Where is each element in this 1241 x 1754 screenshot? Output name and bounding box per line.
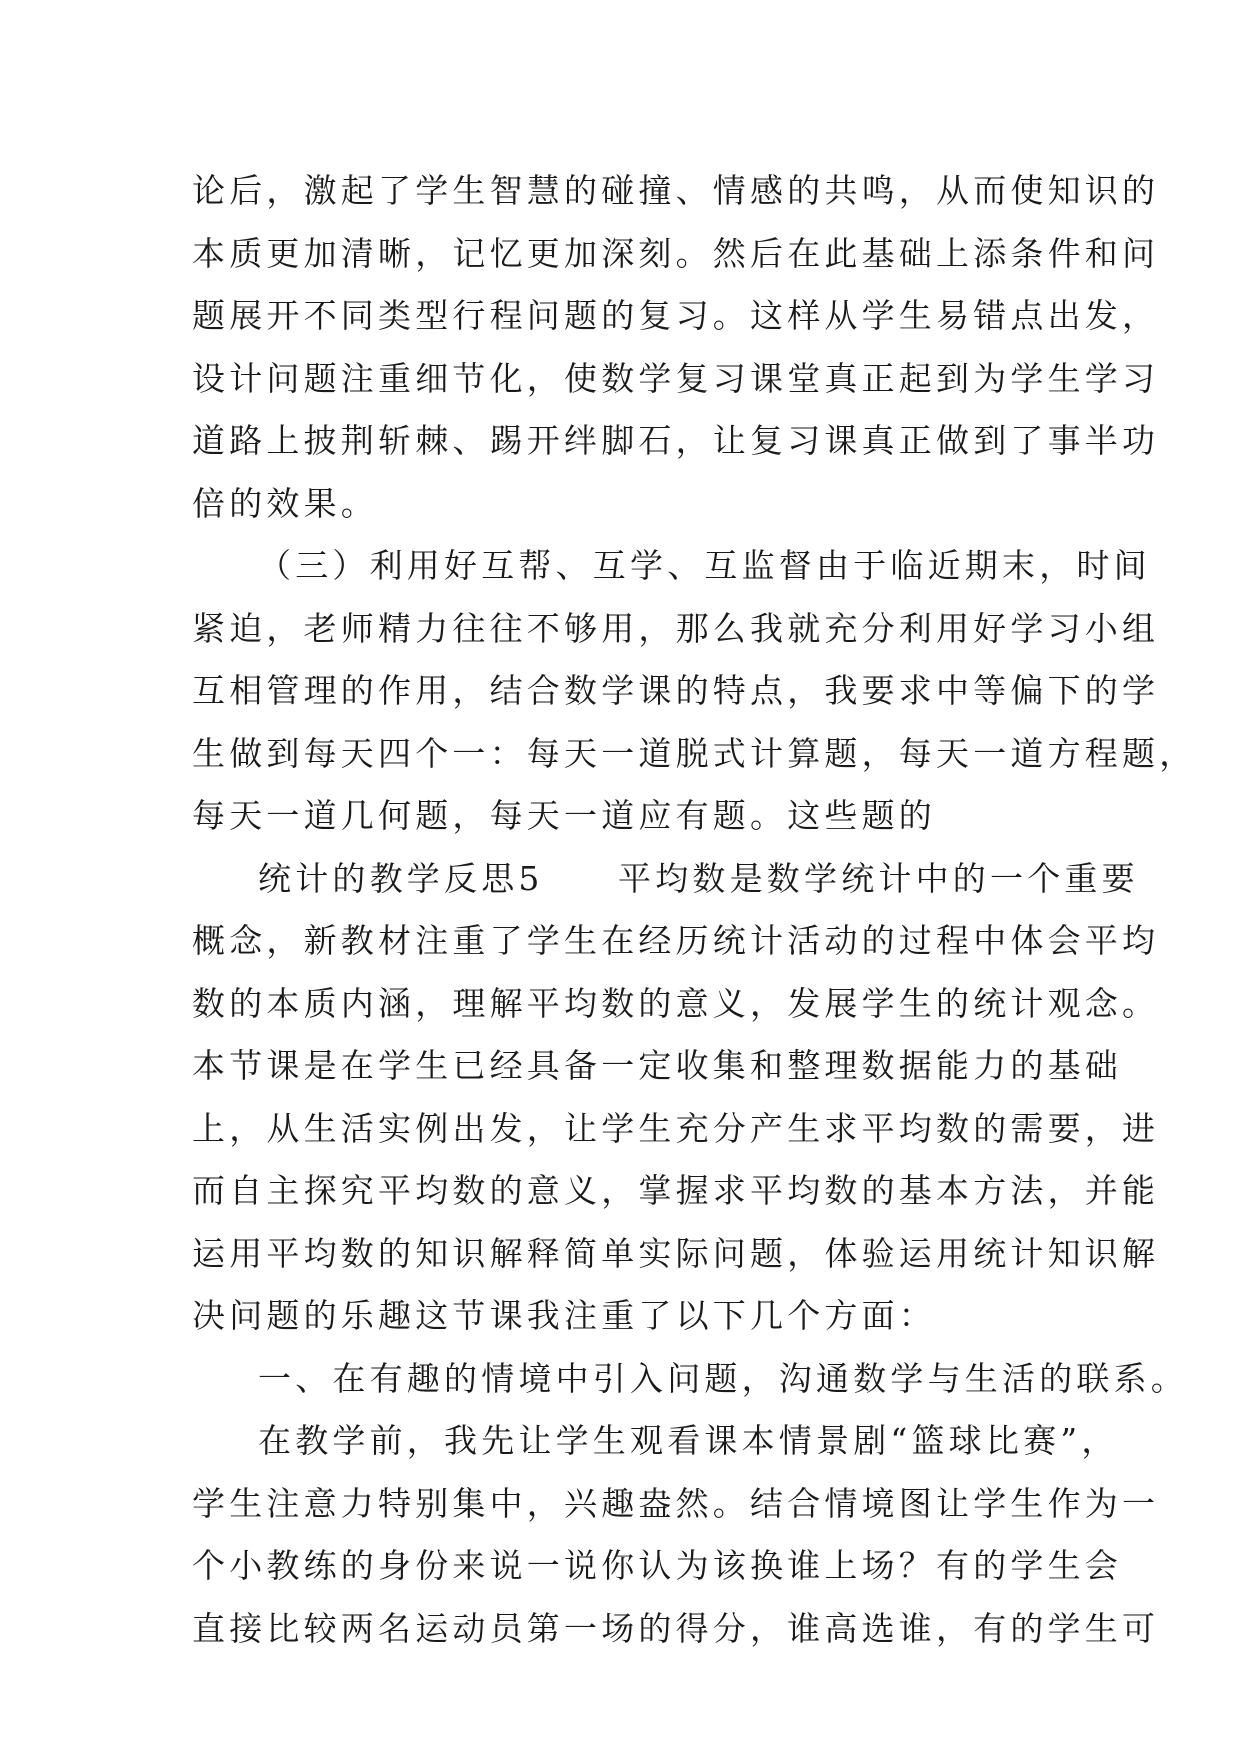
- text-line: 一、在有趣的情境中引入问题，沟通数学与生活的联系。: [258, 1358, 1188, 1398]
- text-line: 概念，新教材注重了学生在经历统计活动的过程中体会平均: [192, 921, 1160, 960]
- text-line: 紧迫，老师精力往往不够用，那么我就充分利用好学习小组: [192, 608, 1160, 648]
- text-line: 上，从生活实例出发，让学生充分产生求平均数的需要，进: [192, 1108, 1160, 1148]
- text-line: 互相管理的作用，结合数学课的特点，我要求中等偏下的学: [192, 671, 1160, 710]
- text-line: 而自主探究平均数的意义，掌握求平均数的基本方法，并能: [192, 1171, 1160, 1210]
- text-line: 论后，激起了学生智慧的碰撞、情感的共鸣，从而使知识的: [192, 171, 1160, 210]
- text-line: 本节课是在学生已经具备一定收集和整理数据能力的基础: [192, 1046, 1122, 1085]
- text-line: 在教学前，我先让学生观看课本情景剧“篮球比赛”，: [258, 1421, 1119, 1460]
- text-line: 学生注意力特别集中，兴趣盎然。结合情境图让学生作为一: [192, 1483, 1160, 1523]
- text-line: 数的本质内涵，理解平均数的意义，发展学生的统计观念。: [192, 983, 1160, 1023]
- document-body: [192, 160, 1197, 1660]
- text-line: 道路上披荆斩棘、踢开绊脚石，让复习课真正做到了事半功: [192, 421, 1160, 460]
- text-line: 个小教练的身份来说一说你认为该换谁上场？有的学生会: [192, 1546, 1122, 1585]
- text-line: 倍的效果。: [192, 483, 378, 523]
- text-line: 生做到每天四个一：每天一道脱式计算题，每天一道方程题，: [192, 733, 1197, 773]
- text-line: 统计的教学反思5 平均数是数学统计中的一个重要: [258, 858, 1139, 898]
- text-line: 每天一道几何题，每天一道应有题。这些题的: [192, 796, 936, 835]
- text-line: 题展开不同类型行程问题的复习。这样从学生易错点出发，: [192, 296, 1160, 335]
- text-line: 直接比较两名运动员第一场的得分，谁高选谁，有的学生可: [192, 1608, 1160, 1648]
- text-line: 设计问题注重细节化，使数学复习课堂真正起到为学生学习: [192, 358, 1160, 398]
- text-line: （三）利用好互帮、互学、互监督由于临近期末，时间: [258, 546, 1151, 585]
- text-line: 本质更加清晰，记忆更加深刻。然后在此基础上添条件和问: [192, 233, 1160, 273]
- text-line: 运用平均数的知识解释简单实际问题，体验运用统计知识解: [192, 1233, 1160, 1273]
- text-line: 决问题的乐趣这节课我注重了以下几个方面：: [192, 1296, 936, 1335]
